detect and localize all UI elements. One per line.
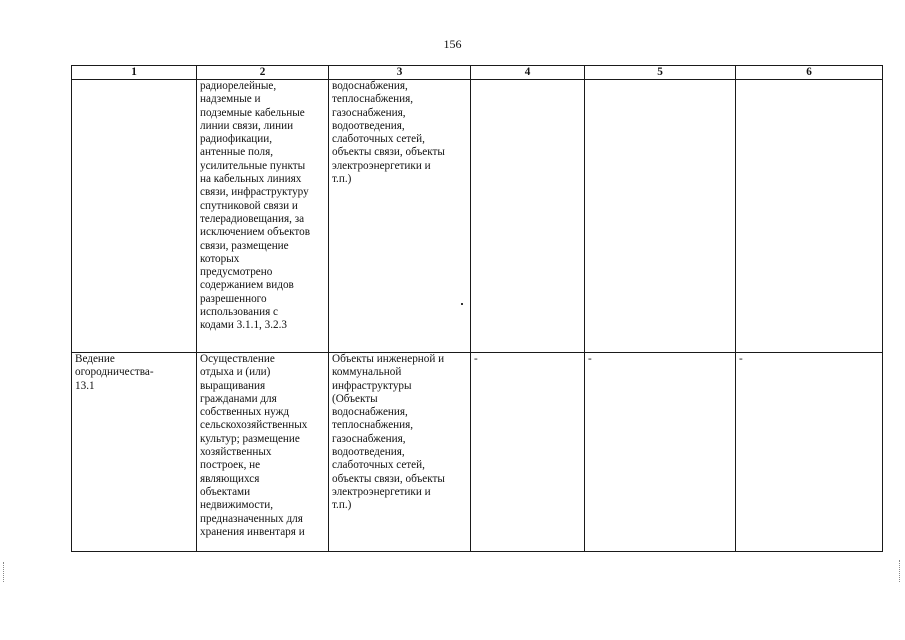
regulations-table — [71, 65, 883, 552]
header-col-4: 4 — [471, 66, 585, 80]
header-col-6: 6 — [736, 66, 883, 80]
page-number: 156 — [443, 37, 462, 51]
header-col-3: 3 — [329, 66, 471, 80]
table-row — [72, 80, 883, 353]
row-1-col-6 — [736, 80, 883, 353]
row-2-col-6: - — [736, 353, 883, 552]
table-header-row — [72, 66, 883, 80]
row-1-col-5 — [585, 80, 736, 353]
header-col-5: 5 — [585, 66, 736, 80]
right-margin-mark — [899, 560, 901, 582]
row-2-col-4: - — [471, 353, 585, 552]
table-row — [72, 353, 883, 552]
row-1-col-1 — [72, 80, 197, 353]
row-2-col-3: Объекты инженерной и коммунальной инфраструктуры (Объекты водоснабжения, теплоснабжения, газоснабжения, водоотведения, слаботочных сетей, объекты связи, объекты электроэнергетики и т.п.) — [329, 353, 471, 552]
left-margin-mark — [3, 562, 5, 582]
row-1-col-4 — [471, 80, 585, 353]
row-1-col-2: радиорелейные, надземные и подземные кабельные линии связи, линии радиофикации, антенные поля, усилительные пункты на кабельных линиях связи, инфраструктуру спутниковой связи и телерадиовещания, за исключением объектов связи, размещение которых предусмотрено содержанием видов разрешенного использования с кодами 3.1.1, 3.2.3 — [197, 80, 329, 353]
row-2-col-1: Ведение огородничества- 13.1 — [72, 353, 197, 552]
header-col-2: 2 — [197, 66, 329, 80]
row-1-col-3: водоснабжения, теплоснабжения, газоснабжения, водоотведения, слаботочных сетей, объекты связи, объекты электроэнергетики и т.п.) — [329, 80, 471, 353]
row-2-col-5: - — [585, 353, 736, 552]
scan-artifact-dot — [461, 303, 463, 305]
header-col-1: 1 — [72, 66, 197, 80]
row-2-col-2: Осуществление отдыха и (или) выращивания гражданами для собственных нужд сельскохозяйственных культур; размещение хозяйственных построек, не являющихся объектами недвижимости, предназначенных для хранения инвентаря и — [197, 353, 329, 552]
